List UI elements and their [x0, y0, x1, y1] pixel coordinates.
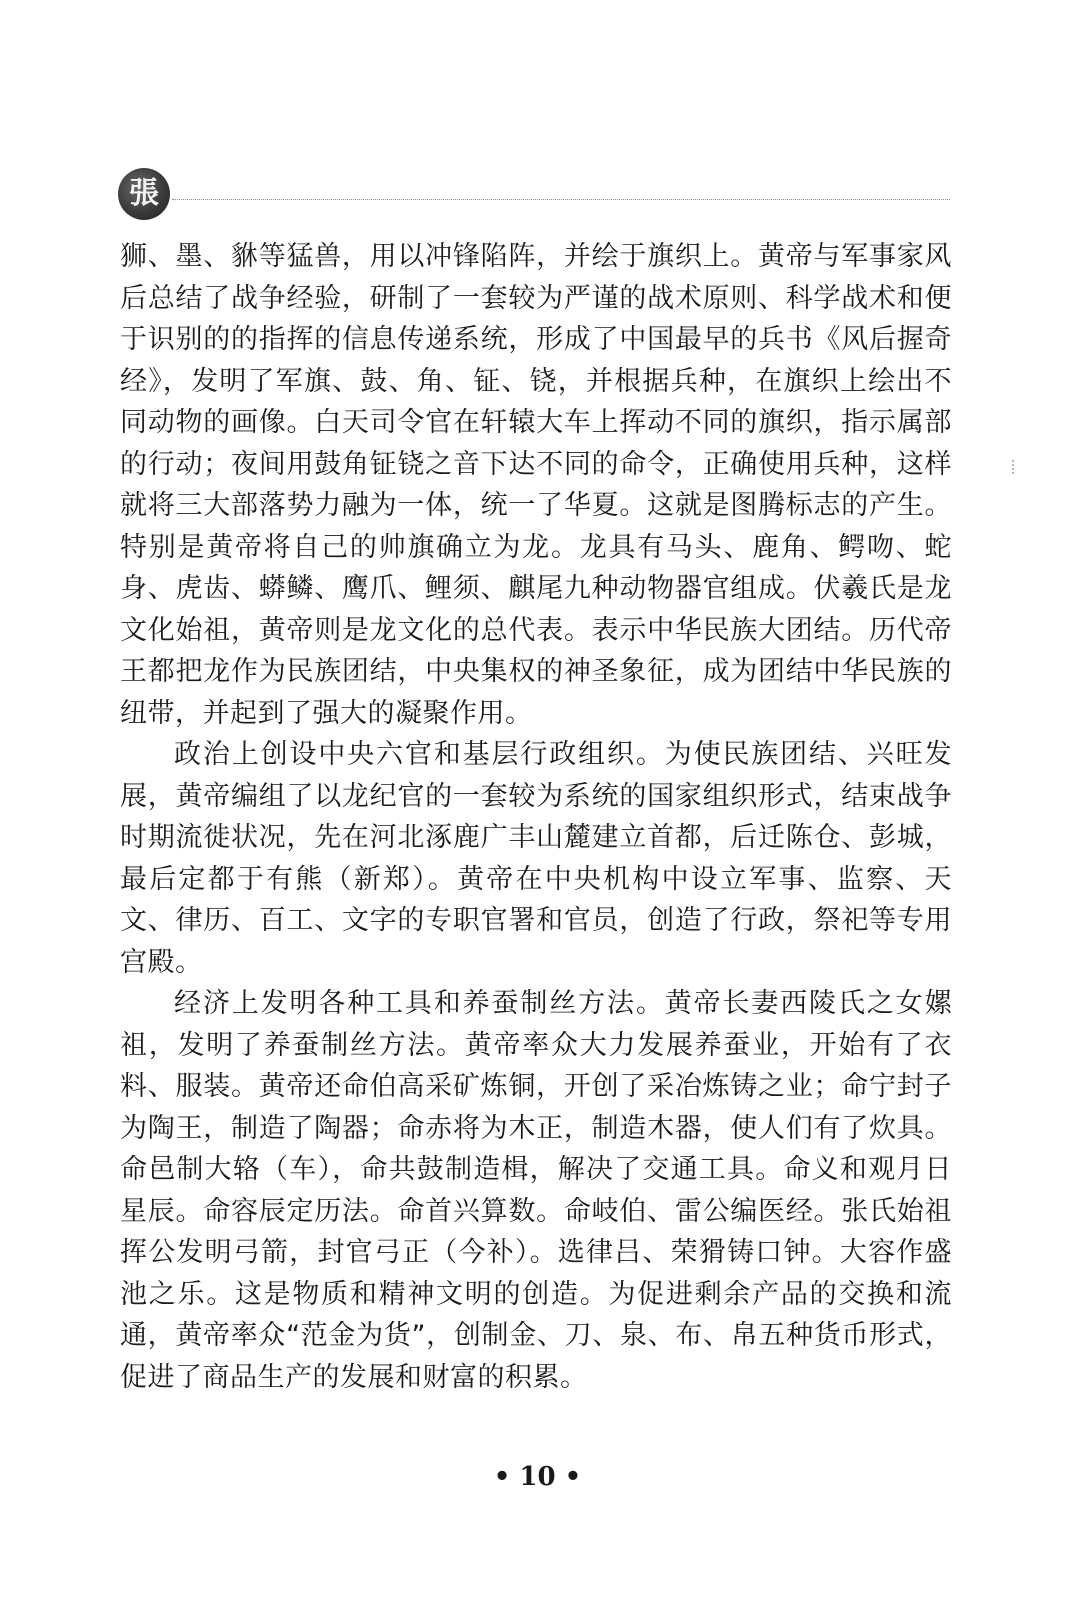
paragraph-continued: 狮、墨、貅等猛兽，用以冲锋陷阵，并绘于旗织上。黄帝与军事家风后总结了战争经验，研制了一套较为严谨的战术原则、科学战术和便于识别的的指挥的信息传递系统，形成了中国最早的兵书《风后握奇经》，发明了军旗、鼓、角、钲、铙，并根据兵种，在旗织上绘出不同动物的画像。白天司令官在轩辕大车上挥动不同的旗织，指示属部的行动；夜间用鼓角钲铙之音下达不同的命令，正确使用兵种，这样就将三大部落势力融为一体，统一了华夏。这就是图腾标志的产生。特别是黄帝将自己的帅旗确立为龙。龙具有马头、鹿角、鳄吻、蛇身、虎齿、蟒鳞、鹰爪、鲤须、麒尾九种动物器官组成。伏羲氏是龙文化始祖，黄帝则是龙文化的总代表。表示中华民族大团结。历代帝王都把龙作为民族团结，中央集权的神圣象征，成为团结中华民族的纽带，并起到了强大的凝聚作用。 — [120, 241, 952, 729]
paragraph-economy: 经济上发明各种工具和养蚕制丝方法。黄帝长妻西陵氏之女嫘祖，发明了养蚕制丝方法。黄帝率众大力发展养蚕业，开始有了衣料、服装。黄帝还命伯高采矿炼铜，开创了采冶炼铸之业；命宁封子为陶王，制造了陶器；命赤将为木正，制造木器，使人们有了炊具。命邑制大辂（车），命共鼓制造楫，解决了交通工具。命义和观月日星辰。命容辰定历法。命首兴算数。命岐伯、雷公编医经。张氏始祖挥公发明弓箭，封官弓正（今补）。选律吕、荣猾铸口钟。大容作盛池之乐。这是物质和精神文明的创造。为促进剩余产品的交换和流通，黄帝率众“范金为货”，创制金、刀、泉、布、帛五种货币形式，促进了商品生产的发展和财富的积累。 — [120, 988, 952, 1393]
zhang-seal-icon: 張 — [118, 168, 170, 220]
page-header — [118, 168, 950, 224]
paragraph-politics: 政治上创设中央六官和基层行政组织。为使民族团结、兴旺发展，黄帝编组了以龙纪官的一套较为系统的国家组织形式，结束战争时期流徙状况，先在河北涿鹿广丰山麓建立首都，后迁陈仓、彭城，最后定都于有熊（新郑）。黄帝在中央机构中设立军事、监察、天文、律历、百工、文字的专职官署和官员，创造了行政，祭祀等专用宫殿。 — [120, 739, 952, 978]
body-text — [120, 236, 952, 1398]
scan-speck — [1012, 460, 1016, 474]
header-divider — [172, 199, 950, 200]
page-number: • 10 • — [493, 1462, 582, 1492]
